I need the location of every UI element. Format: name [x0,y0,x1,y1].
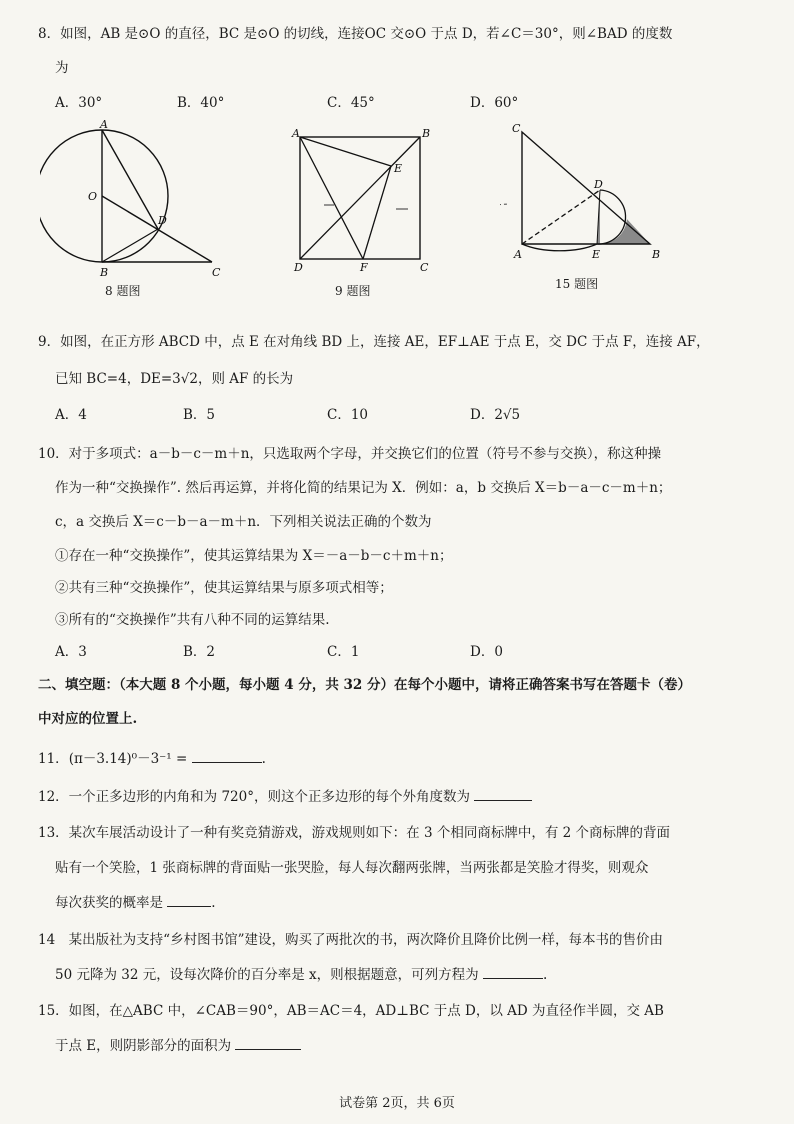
fig15-label-e: E [592,248,601,261]
q8-option-c: C．45° [327,95,375,111]
q10-option-b: B．2 [183,644,216,660]
q13-line3 [55,891,216,911]
segment-af [300,137,363,259]
circle-o [40,130,168,262]
section-2-heading: 二、填空题：（本大题 8 个小题，每小题 4 分，共 32 分）在每个小题中，请将正确答案书写在答题卡（卷） [38,677,692,693]
q8-line1: 8．如图，AB 是⊙O 的直径，BC 是⊙O 的切线，连接OC 交⊙O 于点 D，若∠C＝30°，则∠BAD 的度数 [38,26,673,42]
q15-line1: 15．如图，在△ABC 中，∠CAB＝90°，AB＝AC＝4，AD⊥BC 于点 D，以 AD 为直径作半圆，交 AB [38,1003,664,1019]
semicircle-arc [522,244,597,251]
q10-line3: c，a 交换后 X＝c－b－a－m＋n．下列相关说法正确的个数为 [55,514,432,530]
segment-ad [522,190,600,244]
q10-statement-1: ①存在一种“交换操作”，使其运算结果为 X＝－a－b－c＋m＋n； [55,548,453,564]
fig9-label-d: D [294,261,303,274]
q9-option-d: D．2√5 [470,407,521,423]
q11-answer-blank [192,750,262,763]
fig9-label-e: E [394,162,403,175]
fig8-label-c: C [212,266,221,278]
q14-line2-text: 50 元降为 32 元，设每次降价的百分率是 x，则根据题意，可列方程为 [55,967,479,983]
page-footer: 试卷第 2页，共 6页 [339,1096,455,1111]
q11-suffix: . [261,751,266,767]
fig15-label-a: A [514,248,522,261]
q11-expression: (π－3.14)⁰－3⁻¹ = [68,751,188,767]
triangle-abc [522,132,650,244]
fig9-label-b: B [422,127,431,140]
fig9-label-f: F [360,261,368,274]
q13-line1: 13．某次车展活动设计了一种有奖竞猜游戏，游戏规则如下：在 3 个相同商标牌中，有 2 个商标牌的背面 [38,825,671,841]
fig9-caption: 9 题图 [335,284,371,298]
q10-option-c: C．1 [327,644,360,660]
q10-line1: 10．对于多项式：a－b－c－m＋n，只选取两个字母，并交换它们的位置（符号不参与交换），称这种操 [38,446,662,462]
fig15-label-b: B [652,248,661,261]
q8-option-d: D．60° [470,95,519,111]
segment-ae [300,137,391,166]
figure-8 [40,118,240,278]
q11-number: 11． [38,751,69,767]
fig15-label-d: D [594,178,603,191]
fig9-label-a: A [292,127,300,140]
q9-line2: 已知 BC=4，DE=3√2，则 AF 的长为 [55,371,294,387]
q13-line2: 贴有一个笑脸，1 张商标牌的背面贴一张哭脸，每人每次翻两张牌，当两张都是笑脸才得奖，则观众 [55,860,649,876]
fig8-label-o: O [88,190,98,203]
q10-option-d: D．0 [470,644,503,660]
q14-suffix: . [542,967,548,983]
figure-15 [500,120,670,270]
fig8-label-a: A [100,118,108,131]
q14-line2 [55,963,547,983]
figure-9 [290,125,440,275]
fig15-caption: 15 题图 [555,277,599,291]
q9-line1: 9．如图，在正方形 ABCD 中，点 E 在对角线 BD 上，连接 AE，EF⊥AE 于点 E，交 DC 于点 F，连接 AF， [38,334,710,350]
q10-statement-2: ②共有三种“交换操作”，使其运算结果与原多项式相等； [55,580,393,596]
q13-answer-blank [167,894,211,907]
q9-option-c: C．10 [327,407,369,423]
q13-line3-text: 每次获奖的概率是 [55,895,163,911]
q15-line2-text: 于点 E，则阴影部分的面积为 [55,1038,232,1054]
q12-answer-blank [474,788,532,801]
segment-bd [102,229,158,262]
fig8-label-b: B [100,266,109,278]
fig9-label-c: C [420,261,429,274]
q15-answer-blank [235,1037,301,1050]
fig8-label-d: D [158,214,167,227]
fig8-caption: 8 题图 [105,284,141,298]
q12 [38,785,532,805]
segment-ad [102,130,158,229]
q11 [38,747,266,767]
diagonal-bd [300,137,420,259]
q10-line2: 作为一种“交换操作”. 然后再运算，并将化简的结果记为 X．例如：a，b 交换后 X＝b－a－c－m＋n； [55,480,672,496]
q8-option-a: A．30° [55,95,103,111]
q14-answer-blank [483,966,543,979]
q10-statement-3: ③所有的“交换操作”共有八种不同的运算结果. [55,612,330,628]
q8-option-b: B．40° [177,95,225,111]
fig15-label-c: C [512,122,521,135]
q13-suffix: . [211,895,216,911]
section-2-heading-cont: 中对应的位置上. [38,711,138,727]
q12-text: 12．一个正多边形的内角和为 720°，则这个正多边形的每个外角度数为 [38,789,470,805]
scan-mark [500,204,508,206]
q9-option-b: B．5 [183,407,216,423]
q8-line2: 为 [55,60,69,76]
q9-option-a: A．4 [55,407,87,423]
q14-line1: 14 某出版社为支持“乡村图书馆”建设，购买了两批次的书，两次降价且降价比例一样，每本书的售价由 [38,932,663,948]
q15-line2 [55,1034,301,1054]
q10-option-a: A．3 [55,644,87,660]
